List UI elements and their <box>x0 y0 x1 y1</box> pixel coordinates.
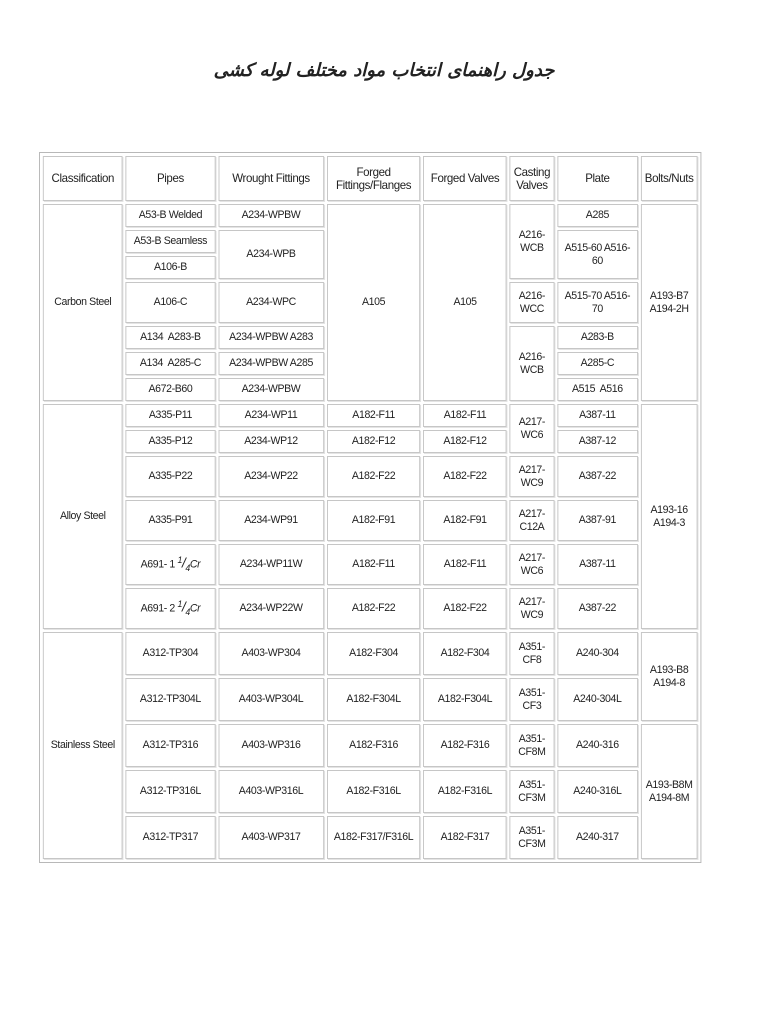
table-row <box>43 678 698 721</box>
header-casting-line1: Casting <box>513 164 551 179</box>
header-plate: Plate <box>557 156 638 201</box>
forged-valves-cell: A105 <box>423 204 507 401</box>
casting-line2: CF8M <box>518 745 546 758</box>
casting-line1: A351- <box>518 732 546 745</box>
forged-fittings-cell: A105 <box>327 204 420 401</box>
casting-line2: WC6 <box>520 428 544 441</box>
casting-cell <box>510 326 554 401</box>
pipe-cell: A312-TP304 <box>126 632 216 675</box>
bolts-line2: A194-3 <box>653 516 686 529</box>
pipe-cell: A53-B Seamless <box>126 230 216 253</box>
pipe-cell: A312-TP317 <box>126 816 216 859</box>
fraction: $^1/_4$ <box>177 554 190 573</box>
forged-fittings-cell: A182-F316L <box>327 770 420 813</box>
table-row <box>43 456 698 497</box>
header-forged-valves: Forged Valves <box>423 156 507 201</box>
forged-fittings-cell: A182-F11 <box>327 404 420 427</box>
wrought-cell: A234-WP11W <box>218 544 324 585</box>
casting-line2: WCB <box>520 363 544 376</box>
forged-valves-cell: A182-F22 <box>423 588 507 629</box>
header-row <box>43 156 698 201</box>
pipe-cell: A106-C <box>126 282 216 323</box>
wrought-cell: A403-WP304 <box>218 632 324 675</box>
wrought-cell: A234-WP22W <box>218 588 324 629</box>
bolts-cell <box>641 204 698 401</box>
table-row <box>43 430 698 453</box>
plate-cell: A515 A516 <box>557 378 638 401</box>
wrought-cell: A234-WPBW A285 <box>218 352 324 375</box>
forged-valves-cell: A182-F304L <box>423 678 507 721</box>
casting-line2: WC9 <box>520 476 544 489</box>
fraction-numerator: 1 <box>177 555 182 566</box>
casting-line2: WC9 <box>520 608 544 621</box>
fraction-denominator: 4 <box>185 562 190 573</box>
header-classification: Classification <box>43 156 123 201</box>
plate-cell: A285 <box>557 204 638 227</box>
casting-line2: WCC <box>519 302 544 315</box>
forged-valves-cell: A182-F316 <box>423 724 507 767</box>
table-row <box>43 816 698 859</box>
plate-cell: A240-304 <box>557 632 638 675</box>
pipe-cell: A312-TP304L <box>126 678 216 721</box>
casting-line1: A217- <box>518 595 546 608</box>
table-row <box>43 588 698 629</box>
page-title: جدول راهنمای انتخاب مواد مختلف لوله کشی <box>213 60 555 81</box>
casting-line1: A217- <box>518 463 546 476</box>
wrought-cell: A403-WP304L <box>218 678 324 721</box>
casting-line2: CF8 <box>522 653 542 666</box>
casting-cell <box>510 678 554 721</box>
bolts-line1: A193-16 <box>650 503 688 516</box>
header-pipes: Pipes <box>126 156 216 201</box>
casting-line1: A351- <box>518 640 546 653</box>
pipe-cell: A335-P11 <box>126 404 216 427</box>
wrought-cell: A234-WPC <box>218 282 324 323</box>
header-casting-valves <box>510 156 554 201</box>
casting-cell <box>510 770 554 813</box>
pipe-cell: A672-B60 <box>126 378 216 401</box>
forged-valves-cell: A182-F11 <box>423 404 507 427</box>
pipe-cell: A106-B <box>126 256 216 279</box>
header-bolts-nuts: Bolts/Nuts <box>641 156 698 201</box>
plate-cell: A387-22 <box>557 588 638 629</box>
pipe-cell: A312-TP316 <box>126 724 216 767</box>
casting-line1: A217- <box>518 551 546 564</box>
casting-cell <box>510 816 554 859</box>
casting-cell <box>510 500 554 541</box>
plate-cell: A387-11 <box>557 404 638 427</box>
pipe-cell <box>126 588 216 629</box>
plate-cell: A240-316L <box>557 770 638 813</box>
table-row <box>43 544 698 585</box>
casting-line2: WCB <box>520 241 544 254</box>
bolts-line1: A193-B8 <box>649 663 689 676</box>
wrought-cell: A403-WP316 <box>218 724 324 767</box>
pipe-cell: A134 A283-B <box>126 326 216 349</box>
pipe-cell <box>126 544 216 585</box>
forged-fittings-cell: A182-F11 <box>327 544 420 585</box>
classification-cell: Stainless Steel <box>43 632 123 859</box>
table-row <box>43 770 698 813</box>
forged-fittings-cell: A182-F12 <box>327 430 420 453</box>
casting-line1: A216- <box>518 289 546 302</box>
wrought-cell: A234-WPBW A283 <box>218 326 324 349</box>
pipe-cell: A312-TP316L <box>126 770 216 813</box>
wrought-cell: A234-WP12 <box>218 430 324 453</box>
bolts-line2: A194-2H <box>649 302 689 315</box>
casting-line1: A351- <box>518 778 546 791</box>
bolts-line2: A194-8M <box>649 791 690 804</box>
plate-cell: A240-317 <box>557 816 638 859</box>
header-forged-fittings-line2: Fittings/Flanges <box>335 177 412 192</box>
plate-cell: A285-C <box>557 352 638 375</box>
forged-valves-cell: A182-F12 <box>423 430 507 453</box>
wrought-cell: A234-WP22 <box>218 456 324 497</box>
classification-cell: Alloy Steel <box>43 404 123 629</box>
plate-cell: A515-70 A516-70 <box>557 282 638 323</box>
plate-cell: A283-B <box>557 326 638 349</box>
plate-cell: A240-316 <box>557 724 638 767</box>
casting-line1: A216- <box>518 350 546 363</box>
wrought-cell: A234-WPB <box>218 230 324 279</box>
bolts-line2: A194-8 <box>653 676 686 689</box>
plate-cell: A387-91 <box>557 500 638 541</box>
piping-materials-table <box>39 152 701 863</box>
casting-line2: CF3 <box>522 699 542 712</box>
plate-cell: A515-60 A516-60 <box>557 230 638 279</box>
forged-valves-cell: A182-F11 <box>423 544 507 585</box>
plate-cell: A387-12 <box>557 430 638 453</box>
forged-fittings-cell: A182-F304 <box>327 632 420 675</box>
casting-line2: WC6 <box>520 564 544 577</box>
casting-line1: A216- <box>518 228 546 241</box>
pipe-cell: A53-B Welded <box>126 204 216 227</box>
pipe-cell: A134 A285-C <box>126 352 216 375</box>
pipe-cell: A335-P12 <box>126 430 216 453</box>
casting-cell <box>510 456 554 497</box>
header-forged-fittings <box>327 156 420 201</box>
casting-line2: CF3M <box>518 791 546 804</box>
bolts-cell <box>641 404 698 629</box>
casting-cell <box>510 204 554 279</box>
pipe-prefix: A691- 2 <box>140 602 175 615</box>
casting-line1: A217- <box>518 415 546 428</box>
pipe-cell: A335-P22 <box>126 456 216 497</box>
pipe-suffix: Cr <box>189 558 201 571</box>
wrought-cell: A234-WP91 <box>218 500 324 541</box>
table-row <box>43 632 698 675</box>
casting-line2: C12A <box>519 520 545 533</box>
forged-valves-cell: A182-F304 <box>423 632 507 675</box>
pipe-cell: A335-P91 <box>126 500 216 541</box>
casting-cell <box>510 588 554 629</box>
table-row <box>43 404 698 427</box>
casting-cell <box>510 724 554 767</box>
plate-cell: A387-22 <box>557 456 638 497</box>
forged-fittings-cell: A182-F22 <box>327 588 420 629</box>
bolts-line1: A193-B7 <box>649 289 689 302</box>
classification-cell: Carbon Steel <box>43 204 123 401</box>
wrought-cell: A403-WP316L <box>218 770 324 813</box>
bolts-cell <box>641 632 698 721</box>
casting-line1: A351- <box>518 824 546 837</box>
fraction: $^1/_4$ <box>177 598 190 617</box>
forged-fittings-cell: A182-F317/F316L <box>327 816 420 859</box>
wrought-cell: A234-WPBW <box>218 378 324 401</box>
forged-valves-cell: A182-F22 <box>423 456 507 497</box>
casting-cell <box>510 404 554 453</box>
wrought-cell: A234-WP11 <box>218 404 324 427</box>
casting-cell <box>510 544 554 585</box>
forged-fittings-cell: A182-F22 <box>327 456 420 497</box>
bolts-cell <box>641 724 698 859</box>
forged-valves-cell: A182-F317 <box>423 816 507 859</box>
fraction-denominator: 4 <box>185 606 190 617</box>
casting-line1: A217- <box>518 507 546 520</box>
table-row <box>43 500 698 541</box>
bolts-line1: A193-B8M <box>645 778 693 791</box>
table-row <box>43 724 698 767</box>
casting-cell <box>510 282 554 323</box>
casting-cell <box>510 632 554 675</box>
forged-fittings-cell: A182-F316 <box>327 724 420 767</box>
wrought-cell: A403-WP317 <box>218 816 324 859</box>
forged-fittings-cell: A182-F304L <box>327 678 420 721</box>
forged-valves-cell: A182-F316L <box>423 770 507 813</box>
header-wrought-fittings: Wrought Fittings <box>218 156 324 201</box>
pipe-suffix: Cr <box>189 602 201 615</box>
forged-fittings-cell: A182-F91 <box>327 500 420 541</box>
header-casting-line2: Valves <box>516 177 548 192</box>
plate-cell: A387-11 <box>557 544 638 585</box>
casting-line2: CF3M <box>518 837 546 850</box>
casting-line1: A351- <box>518 686 546 699</box>
wrought-cell: A234-WPBW <box>218 204 324 227</box>
forged-valves-cell: A182-F91 <box>423 500 507 541</box>
plate-cell: A240-304L <box>557 678 638 721</box>
pipe-prefix: A691- 1 <box>140 558 175 571</box>
table-row <box>43 204 698 227</box>
fraction-numerator: 1 <box>177 599 182 610</box>
header-forged-fittings-line1: Forged <box>356 164 391 179</box>
